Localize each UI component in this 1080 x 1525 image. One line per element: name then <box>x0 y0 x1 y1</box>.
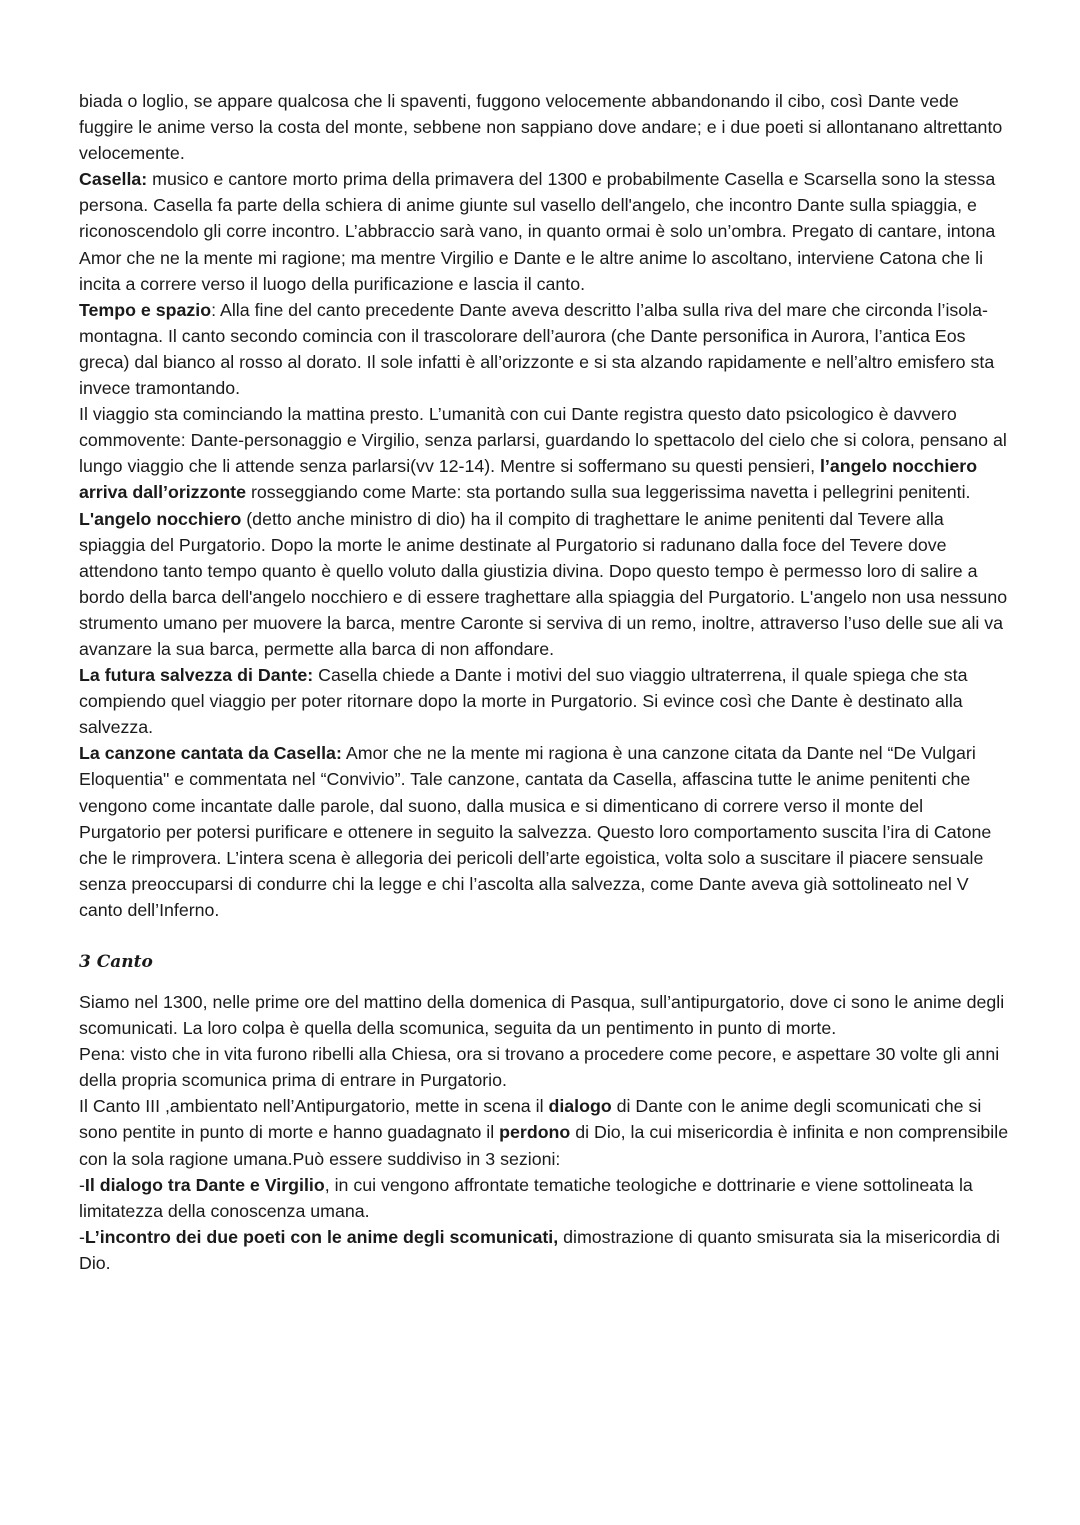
tempo-label: Tempo e spazio <box>79 299 212 320</box>
paragraph-tempo-spazio <box>79 297 1009 401</box>
c3-sezione-2-title: L’incontro dei due poeti con le anime degli scomunicati, <box>84 1226 559 1247</box>
paragraph-casella <box>79 166 1009 296</box>
casella-text: musico e cantore morto prima della primavera del 1300 e probabilmente Casella e Scarsella sono la stessa persona. Casella fa parte della schiera di anime giunte sul vasello dell'angelo, che incontro Dante sulla spiaggia, e riconoscendolo gli corre incontro. L’abbraccio sarà vano, in quanto ormai è solo un’ombra. Pregato di cantare, intona Amor che ne la mente mi ragione; ma mentre Virgilio e Dante e le altre anime lo ascoltano, interviene Catona che li incita a correre verso il luogo della purificazione e lascia il canto. <box>79 169 996 294</box>
c3-sezione-2-text: dimostrazione di quanto smisurata sia la misericordia di Dio. <box>79 1226 1000 1273</box>
angelo-label: L'angelo nocchiero <box>79 508 242 529</box>
paragraph-canzone <box>79 740 1009 923</box>
paragraph-c3-struttura <box>79 1093 1009 1171</box>
c3-bold-dialogo: dialogo <box>548 1096 612 1117</box>
c3-dash-1: - <box>79 1174 85 1195</box>
paragraph-c3-intro: Siamo nel 1300, nelle prime ore del mattino della domenica di Pasqua, sull’antipurgatorio, dove ci sono le anime degli scomunicati. La loro colpa è quella della scomunica, seguita da un pentimento in punto di morte. <box>79 992 1005 1039</box>
c3-text-c: di Dante con le anime degli scomunicati che si sono pentite in punto di morte e hanno guadagnato il <box>79 1096 982 1143</box>
paragraph-viaggio <box>79 401 1009 505</box>
c3-sezione-1-title: Il dialogo tra Dante e Virgilio <box>84 1174 325 1195</box>
document-page <box>79 88 1009 1276</box>
c3-sezione-1-text: , in cui vengono affrontate tematiche teologiche e dottrinarie e viene sottolineata la limitatezza della conoscenza umana. <box>79 1174 973 1221</box>
angelo-text: (detto anche ministro di dio) ha il compito di traghettare le anime penitenti dal Tevere alla spiaggia del Purgatorio. Dopo la morte le anime destinate al Purgatorio si radunano dalla foce del Tevere dove attendono tanto tempo quanto è quello voluto dalla giustizia divina. Dopo questo tempo è permesso loro di salire a bordo della barca dell'angelo nocchiero e di essere traghettare alla spiaggia del Purgatorio. L'angelo non usa nessuno strumento umano per muovere la barca, mentre Caronte si serviva di un remo, inoltre, attraverso l’uso delle sue ali va avanzare la sua barca, permette alla barca di non affondare. <box>79 508 1008 659</box>
paragraph-c3-sezione-2 <box>79 1224 1009 1276</box>
paragraph-angelo <box>79 506 1009 663</box>
c3-bold-perdono: perdono <box>499 1122 571 1143</box>
tempo-text: : Alla fine del canto precedente Dante aveva descritto l’alba sulla riva del mare che circonda l’isola-montagna. Il canto secondo comincia con il trascolorare dell’aurora (che Dante personifica in Aurora, l’antica Eos greca) dal bianco al rosso al dorato. Il sole infatti è all’orizzonte e si sta alzando rapidamente e nell’altro emisfero sta invece tramontando. <box>79 299 995 399</box>
salvezza-label: La futura salvezza di Dante: <box>79 665 314 686</box>
canzone-text: Amor che ne la mente mi ragiona è una canzone citata da Dante nel “De Vulgari Eloquentia" e commentata nel “Convivio”. Tale canzone, cantata da Casella, affascina tutte le anime penitenti che vengono come incantate dalle parole, dal suono, dalla musica e si dimenticano di correre verso il monte del Purgatorio per potersi purificare e ottenere in seguito la salvezza. Questo loro comportamento suscita l’ira di Catone che le rimprovera. L’intera scena è allegoria dei pericoli dell’arte egoistica, volta solo a suscitare il piacere sensuale senza preoccuparsi di condurre chi la legge e chi l’ascolta alla salvezza, come Dante aveva già sottolineato nel V canto dell’Inferno. <box>79 743 992 920</box>
viaggio-text-a: Il viaggio sta cominciando la mattina presto. L’umanità con cui Dante registra questo dato psicologico è davvero commovente: Dante-personaggio e Virgilio, senza parlarsi, guardando lo spettacolo del cielo che si colora, pensano al lungo viaggio che li attende senza parlarsi(vv 12-14). Mentre si soffermano su questi pensieri, <box>79 404 1007 477</box>
viaggio-text-b: rosseggiando come Marte: sta portando sulla sua leggerissima navetta i pellegrini penitenti. <box>246 482 971 503</box>
casella-label: Casella: <box>79 169 148 190</box>
viaggio-bold: l’angelo nocchiero arriva dall’orizzonte <box>79 456 978 503</box>
c3-text-d: di Dio, la cui misericordia è infinita e non comprensibile con la sola ragione umana.Può essere suddiviso in 3 sezioni: <box>79 1122 1009 1169</box>
paragraph-c3-sezione-1 <box>79 1172 1009 1224</box>
c3-dash-2: - <box>79 1226 85 1247</box>
paragraph-fuga: biada o loglio, se appare qualcosa che li spaventi, fuggono velocemente abbandonando il cibo, così Dante vede fuggire le anime verso la costa del monte, sebbene non sappiano dove andare; e i due poeti si allontanano altrettanto velocemente. <box>79 91 1003 164</box>
paragraph-salvezza <box>79 662 1009 740</box>
canto-3-heading: 3 Canto <box>79 952 153 972</box>
c3-text-a: Il Canto III ,ambientato nell’Antipurgatorio, mette in scena il <box>79 1096 549 1117</box>
paragraph-c3-pena: Pena: visto che in vita furono ribelli alla Chiesa, ora si trovano a procedere come pecore, e aspettare 30 volte gli anni della propria scomunica prima di entrare in Purgatorio. <box>79 1044 1000 1091</box>
salvezza-text: Casella chiede a Dante i motivi del suo viaggio ultraterrena, il quale spiega che sta compiendo quel viaggio per poter ritornare dopo la morte in Purgatorio. Si evince così che Dante è destinato alla salvezza. <box>79 665 968 738</box>
canzone-label: La canzone cantata da Casella: <box>79 743 342 764</box>
